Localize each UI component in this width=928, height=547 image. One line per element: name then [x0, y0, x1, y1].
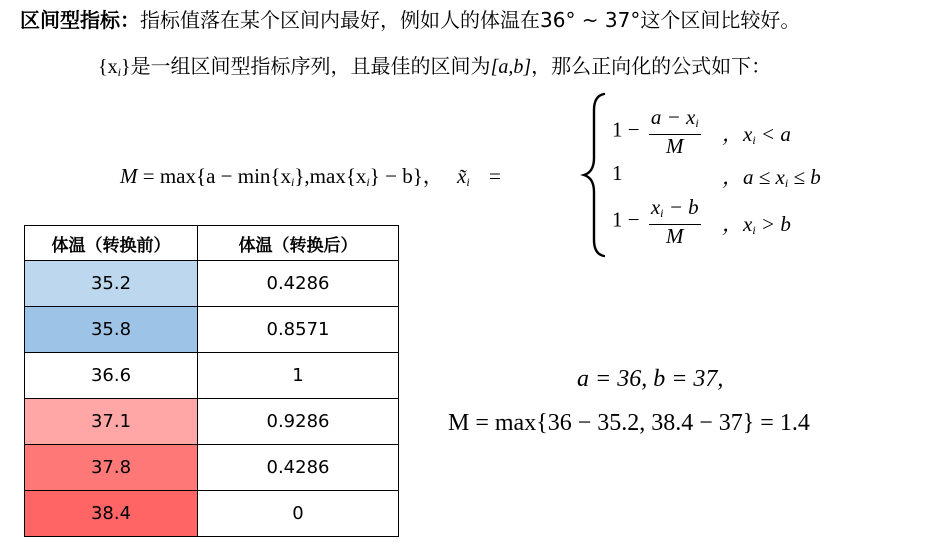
cell-before: 35.2 — [25, 261, 198, 307]
cell-after: 0.4286 — [198, 445, 399, 491]
case-1-fraction — [649, 106, 701, 157]
cell-before: 37.8 — [25, 445, 198, 491]
formula-m-rhs-a: max{a − min{x — [159, 164, 291, 188]
sequence-open: {x — [98, 56, 118, 78]
case-1-condition: ，$x_i < a$ — [722, 122, 791, 147]
table-row — [25, 399, 399, 445]
cell-after: 0.8571 — [198, 307, 399, 353]
table-row — [25, 261, 399, 307]
formula-m-rhs-c: } − b}， — [369, 164, 444, 188]
intro-line — [98, 50, 771, 80]
case-row-2 — [612, 161, 623, 186]
cell-before: 35.8 — [25, 307, 198, 353]
table-row — [25, 353, 399, 399]
formula-m-rhs-b: },max{x — [294, 164, 367, 188]
intro-text-2: ，那么正向化的公式如下： — [531, 54, 772, 78]
case-1-prefix: 1 − — [612, 117, 640, 142]
heading-description: 指标值落在某个区间内最好，例如人的体温在36° ~ 37°这个区间比较好。 — [140, 8, 801, 32]
formula-xtilde: x̃ — [457, 164, 467, 188]
example-m-calc: M = max{36 − 35.2, 38.4 − 37} = 1.4 — [448, 410, 810, 436]
temperature-table — [24, 225, 399, 537]
formula-m-sub-1: i — [291, 175, 295, 189]
case-3-prefix: 1 − — [612, 207, 640, 232]
cell-before: 37.1 — [25, 399, 198, 445]
best-interval: [a,b] — [490, 56, 532, 78]
case-3-num: x — [650, 195, 661, 219]
case-2-prefix: 1 — [612, 161, 623, 185]
left-brace-icon — [580, 90, 610, 260]
case-3-num-rest: − b — [663, 195, 699, 219]
cell-before: 38.4 — [25, 491, 198, 537]
case-3-den: M — [666, 224, 684, 248]
case-1-den: M — [666, 134, 684, 158]
example-values: a = 36, b = 37, — [577, 366, 724, 392]
formula-m-lhs: M — [120, 164, 138, 188]
sequence-close: } — [120, 56, 131, 78]
header-after: 体温（转换后） — [198, 226, 399, 261]
cell-before: 36.6 — [25, 353, 198, 399]
cell-after: 1 — [198, 353, 399, 399]
case-2-condition: ，$a \le x_i \le b$ — [722, 165, 821, 190]
formula-xtilde-eq: = — [488, 164, 501, 188]
header-before: 体温（转换前） — [25, 226, 198, 261]
formula-m-sub-2: i — [366, 175, 370, 189]
table-header-row — [25, 226, 399, 261]
heading-term: 区间型指标： — [20, 8, 140, 32]
case-row-1 — [612, 106, 705, 157]
case-1-num-sub: i — [695, 116, 699, 130]
case-row-3 — [612, 196, 705, 247]
cell-after: 0.9286 — [198, 399, 399, 445]
cell-after: 0 — [198, 491, 399, 537]
intro-text-1: 是一组区间型指标序列，且最佳的区间为 — [130, 54, 491, 78]
formula-m — [120, 160, 501, 190]
case-3-num-sub: i — [660, 206, 664, 220]
table-row — [25, 445, 399, 491]
heading-line — [20, 4, 800, 33]
cell-after: 0.4286 — [198, 261, 399, 307]
table-row — [25, 307, 399, 353]
sequence-subscript: i — [117, 65, 121, 79]
case-1-num: a − x — [650, 105, 696, 129]
table-row — [25, 491, 399, 537]
formula-xtilde-sub: i — [466, 175, 470, 189]
case-3-condition: ，$x_i > b$ — [722, 212, 791, 237]
formula-m-eq: = — [142, 164, 155, 188]
case-3-fraction — [649, 196, 701, 247]
